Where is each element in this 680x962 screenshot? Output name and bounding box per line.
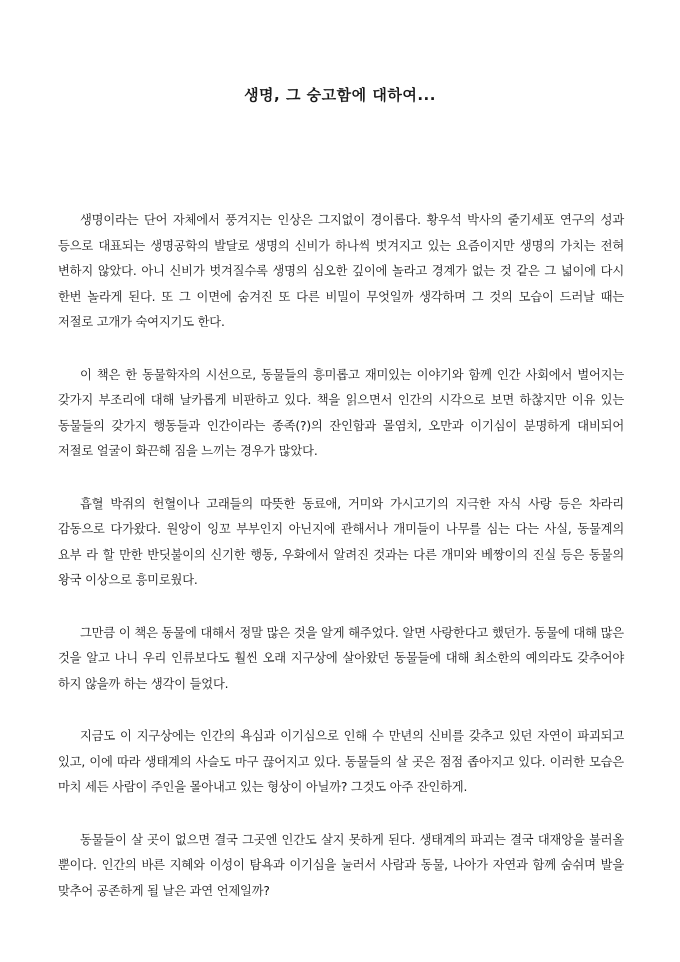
paragraph: 그만큼 이 책은 동물에 대해서 정말 많은 것을 알게 해주었다. 알면 사랑한다고 했던가. 동물에 대해 많은 것을 알고 나니 우리 인류보다도 훨씬 오래 지구상에 살아왔던 동물들에 대해 최소한의 예의라도 갖추어야 하지 않을까 하는 생각이 들었다. <box>58 625 624 691</box>
paragraph: 흡혈 박쥐의 헌혈이나 고래들의 따뜻한 동료애, 거미와 가시고기의 지극한 자식 사랑 등은 차라리 감동으로 다가왔다. 원앙이 잉꼬 부부인지 아닌지에 관해서나 개미들이 나무를 심는 다는 사실, 동물계의 요부 라 할 만한 반딧불이의 신기한 행동, 우화에서 알려진 것과는 다른 개미와 베짱이의 진실 등은 동물의 왕국 이상으로 흥미로웠다. <box>58 496 624 587</box>
paragraph: 이 책은 한 동물학자의 시선으로, 동물들의 흥미롭고 재미있는 이야기와 함께 인간 사회에서 벌어지는 갖가지 부조리에 대해 날카롭게 비판하고 있다. 책을 읽으면서 인간의 시각으로 보면 하찮지만 이유 있는 동물들의 갖가지 행동들과 인간이라는 종족(?)의 잔인함과 몰염치, 오만과 이기심이 분명하게 대비되어 저절로 얼굴이 화끈해 짐을 느끼는 경우가 많았다. <box>58 367 624 458</box>
paragraph: 생명이라는 단어 자체에서 풍겨지는 인상은 그지없이 경이롭다. 황우석 박사의 줄기세포 연구의 성과 등으로 대표되는 생명공학의 발달로 생명의 신비가 하나씩 벗겨지고 있는 요즘이지만 생명의 가치는 전혀 변하지 않았다. 아니 신비가 벗겨질수록 생명의 심오한 깊이에 놀라고 경계가 없는 것 같은 그 넓이에 다시 한번 놀라게 된다. 또 그 이면에 숨겨진 또 다른 비밀이 무엇일까 생각하며 그 것의 모습이 드러날 때는 저절로 고개가 숙여지기도 한다. <box>58 213 624 329</box>
paragraph: 지금도 이 지구상에는 인간의 욕심과 이기심으로 인해 수 만년의 신비를 갖추고 있던 자연이 파괴되고 있고, 이에 따라 생태계의 사슬도 마구 끊어지고 있다. 동물들의 살 곳은 점점 좁아지고 있다. 이러한 모습은 마치 세든 사람이 주인을 몰아내고 있는 형상이 아닐까? 그것도 아주 잔인하게. <box>58 729 624 794</box>
paragraph: 동물들이 살 곳이 없으면 결국 그곳엔 인간도 살지 못하게 된다. 생태계의 파괴는 결국 대재앙을 불러올 뿐이다. 인간의 바른 지혜와 이성이 탐욕과 이기심을 눌러서 사람과 동물, 나아가 자연과 함께 숨쉬며 발을 맞추어 공존하게 될 날은 과연 언제일까? <box>58 832 624 898</box>
document-title: 생명, 그 숭고함에 대하여... <box>244 86 436 104</box>
document-body <box>58 208 624 931</box>
